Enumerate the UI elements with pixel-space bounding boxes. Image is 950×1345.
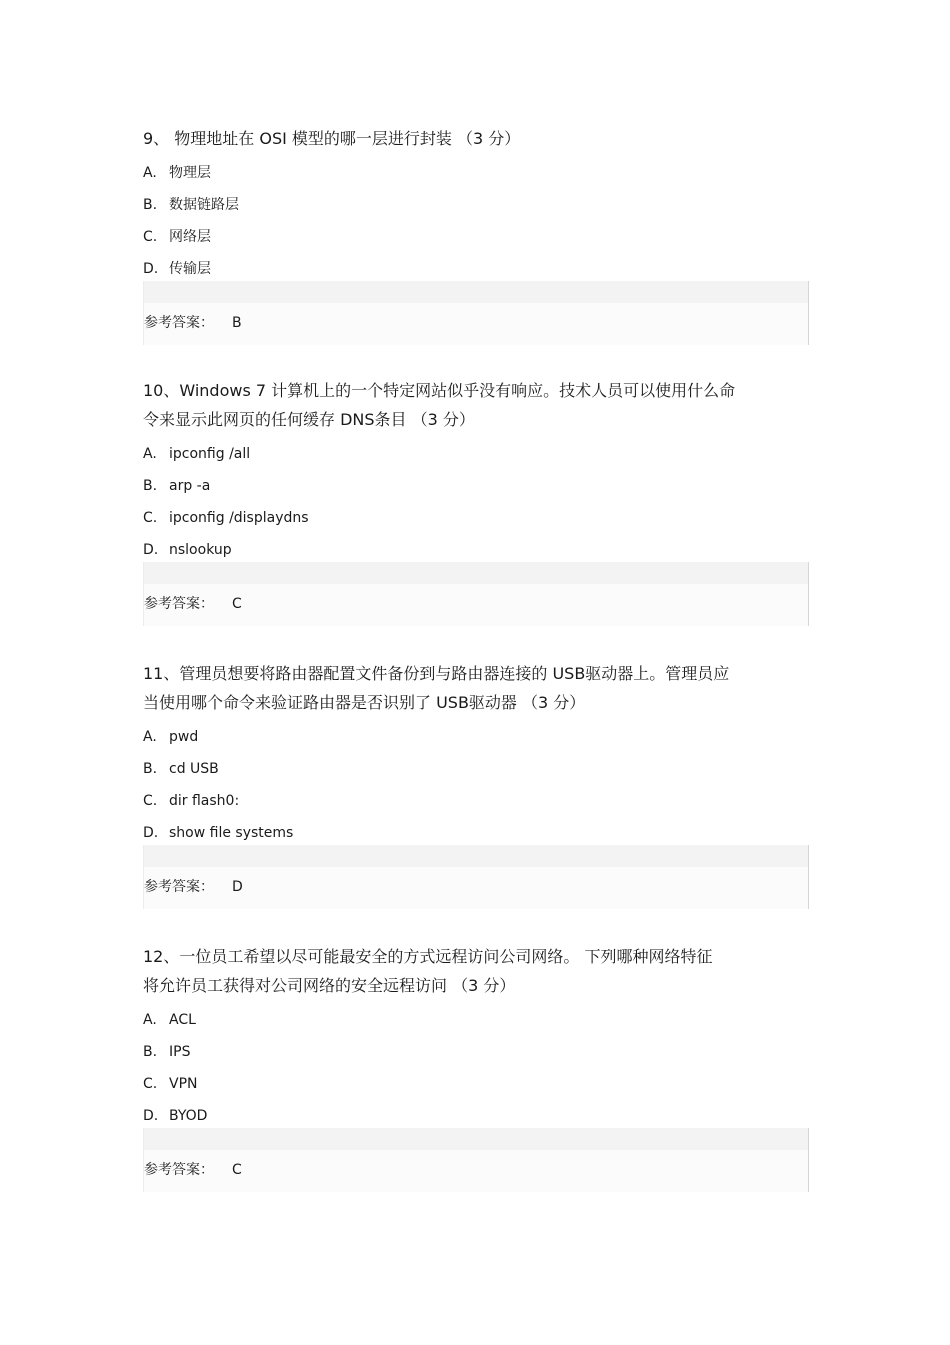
option-text: arp -a — [169, 478, 211, 494]
answer-band — [144, 845, 808, 867]
option-text: ipconfig /all — [169, 446, 251, 462]
option-key: B. — [143, 197, 158, 213]
question-title-line: 将允许员工获得对公司网络的安全远程访问 （3 分） — [143, 976, 516, 995]
question-12 — [143, 942, 807, 1192]
answer-band — [144, 562, 808, 584]
option-key: A. — [143, 1012, 157, 1028]
answer-label: 参考答案： — [144, 879, 214, 895]
option-key: A. — [143, 446, 157, 462]
option-text: ACL — [169, 1012, 196, 1028]
option-key: D. — [143, 261, 159, 277]
answer-band — [144, 1128, 808, 1150]
option-text: ipconfig /displaydns — [169, 510, 309, 526]
option-b — [143, 753, 807, 785]
answer-box — [143, 845, 809, 909]
option-text: IPS — [169, 1044, 191, 1060]
option-text: 数据链路层 — [169, 197, 239, 213]
option-a — [143, 157, 807, 189]
option-list — [143, 157, 807, 285]
answer-body — [144, 303, 808, 345]
option-text: dir flash0: — [169, 793, 240, 809]
answer-band — [144, 281, 808, 303]
question-title — [143, 124, 807, 153]
option-c — [143, 221, 807, 253]
option-key: C. — [143, 1076, 158, 1092]
option-text: 物理层 — [169, 165, 211, 181]
question-9 — [143, 124, 807, 345]
reference-answer — [144, 877, 243, 897]
answer-value: C — [232, 1162, 242, 1178]
answer-body — [144, 584, 808, 626]
answer-value: B — [232, 315, 242, 331]
question-title-line: 当使用哪个命令来验证路由器是否识别了 USB驱动器 （3 分） — [143, 693, 586, 712]
option-text: 传输层 — [169, 261, 211, 277]
option-key: B. — [143, 1044, 158, 1060]
option-b — [143, 189, 807, 221]
option-text: show file systems — [169, 825, 294, 841]
question-11 — [143, 659, 807, 909]
reference-answer — [144, 594, 242, 614]
question-title-line: 12、一位员工希望以尽可能最安全的方式远程访问公司网络。 下列哪种网络特征 — [143, 947, 713, 966]
option-list — [143, 1004, 807, 1132]
option-key: D. — [143, 1108, 159, 1124]
option-text: cd USB — [169, 761, 219, 777]
reference-answer — [144, 1160, 242, 1180]
question-title-line: 令来显示此网页的任何缓存 DNS条目 （3 分） — [143, 410, 475, 429]
option-b — [143, 1036, 807, 1068]
question-title — [143, 376, 807, 434]
answer-label: 参考答案： — [144, 315, 214, 331]
answer-box — [143, 281, 809, 345]
option-text: BYOD — [169, 1108, 208, 1124]
option-key: C. — [143, 793, 158, 809]
answer-box — [143, 562, 809, 626]
option-b — [143, 470, 807, 502]
answer-label: 参考答案： — [144, 1162, 214, 1178]
option-text: 网络层 — [169, 229, 211, 245]
option-key: B. — [143, 478, 158, 494]
answer-value: C — [232, 596, 242, 612]
option-key: C. — [143, 510, 158, 526]
option-text: pwd — [169, 729, 199, 745]
question-title — [143, 659, 807, 717]
option-c — [143, 785, 807, 817]
question-title-line: 9、 物理地址在 OSI 模型的哪一层进行封装 （3 分） — [143, 129, 521, 148]
option-key: A. — [143, 165, 157, 181]
answer-body — [144, 1150, 808, 1192]
option-list — [143, 721, 807, 849]
option-key: A. — [143, 729, 157, 745]
option-key: D. — [143, 542, 159, 558]
question-title — [143, 942, 807, 1000]
option-key: D. — [143, 825, 159, 841]
answer-value: D — [232, 879, 243, 895]
question-title-line: 10、Windows 7 计算机上的一个特定网站似乎没有响应。技术人员可以使用什么命 — [143, 381, 736, 400]
reference-answer — [144, 313, 242, 333]
option-a — [143, 1004, 807, 1036]
option-text: VPN — [169, 1076, 198, 1092]
option-key: C. — [143, 229, 158, 245]
question-10 — [143, 376, 807, 626]
question-title-line: 11、管理员想要将路由器配置文件备份到与路由器连接的 USB驱动器上。管理员应 — [143, 664, 730, 683]
option-text: nslookup — [169, 542, 232, 558]
option-list — [143, 438, 807, 566]
option-a — [143, 438, 807, 470]
answer-box — [143, 1128, 809, 1192]
option-key: B. — [143, 761, 158, 777]
option-c — [143, 1068, 807, 1100]
option-c — [143, 502, 807, 534]
option-a — [143, 721, 807, 753]
answer-label: 参考答案： — [144, 596, 214, 612]
answer-body — [144, 867, 808, 909]
